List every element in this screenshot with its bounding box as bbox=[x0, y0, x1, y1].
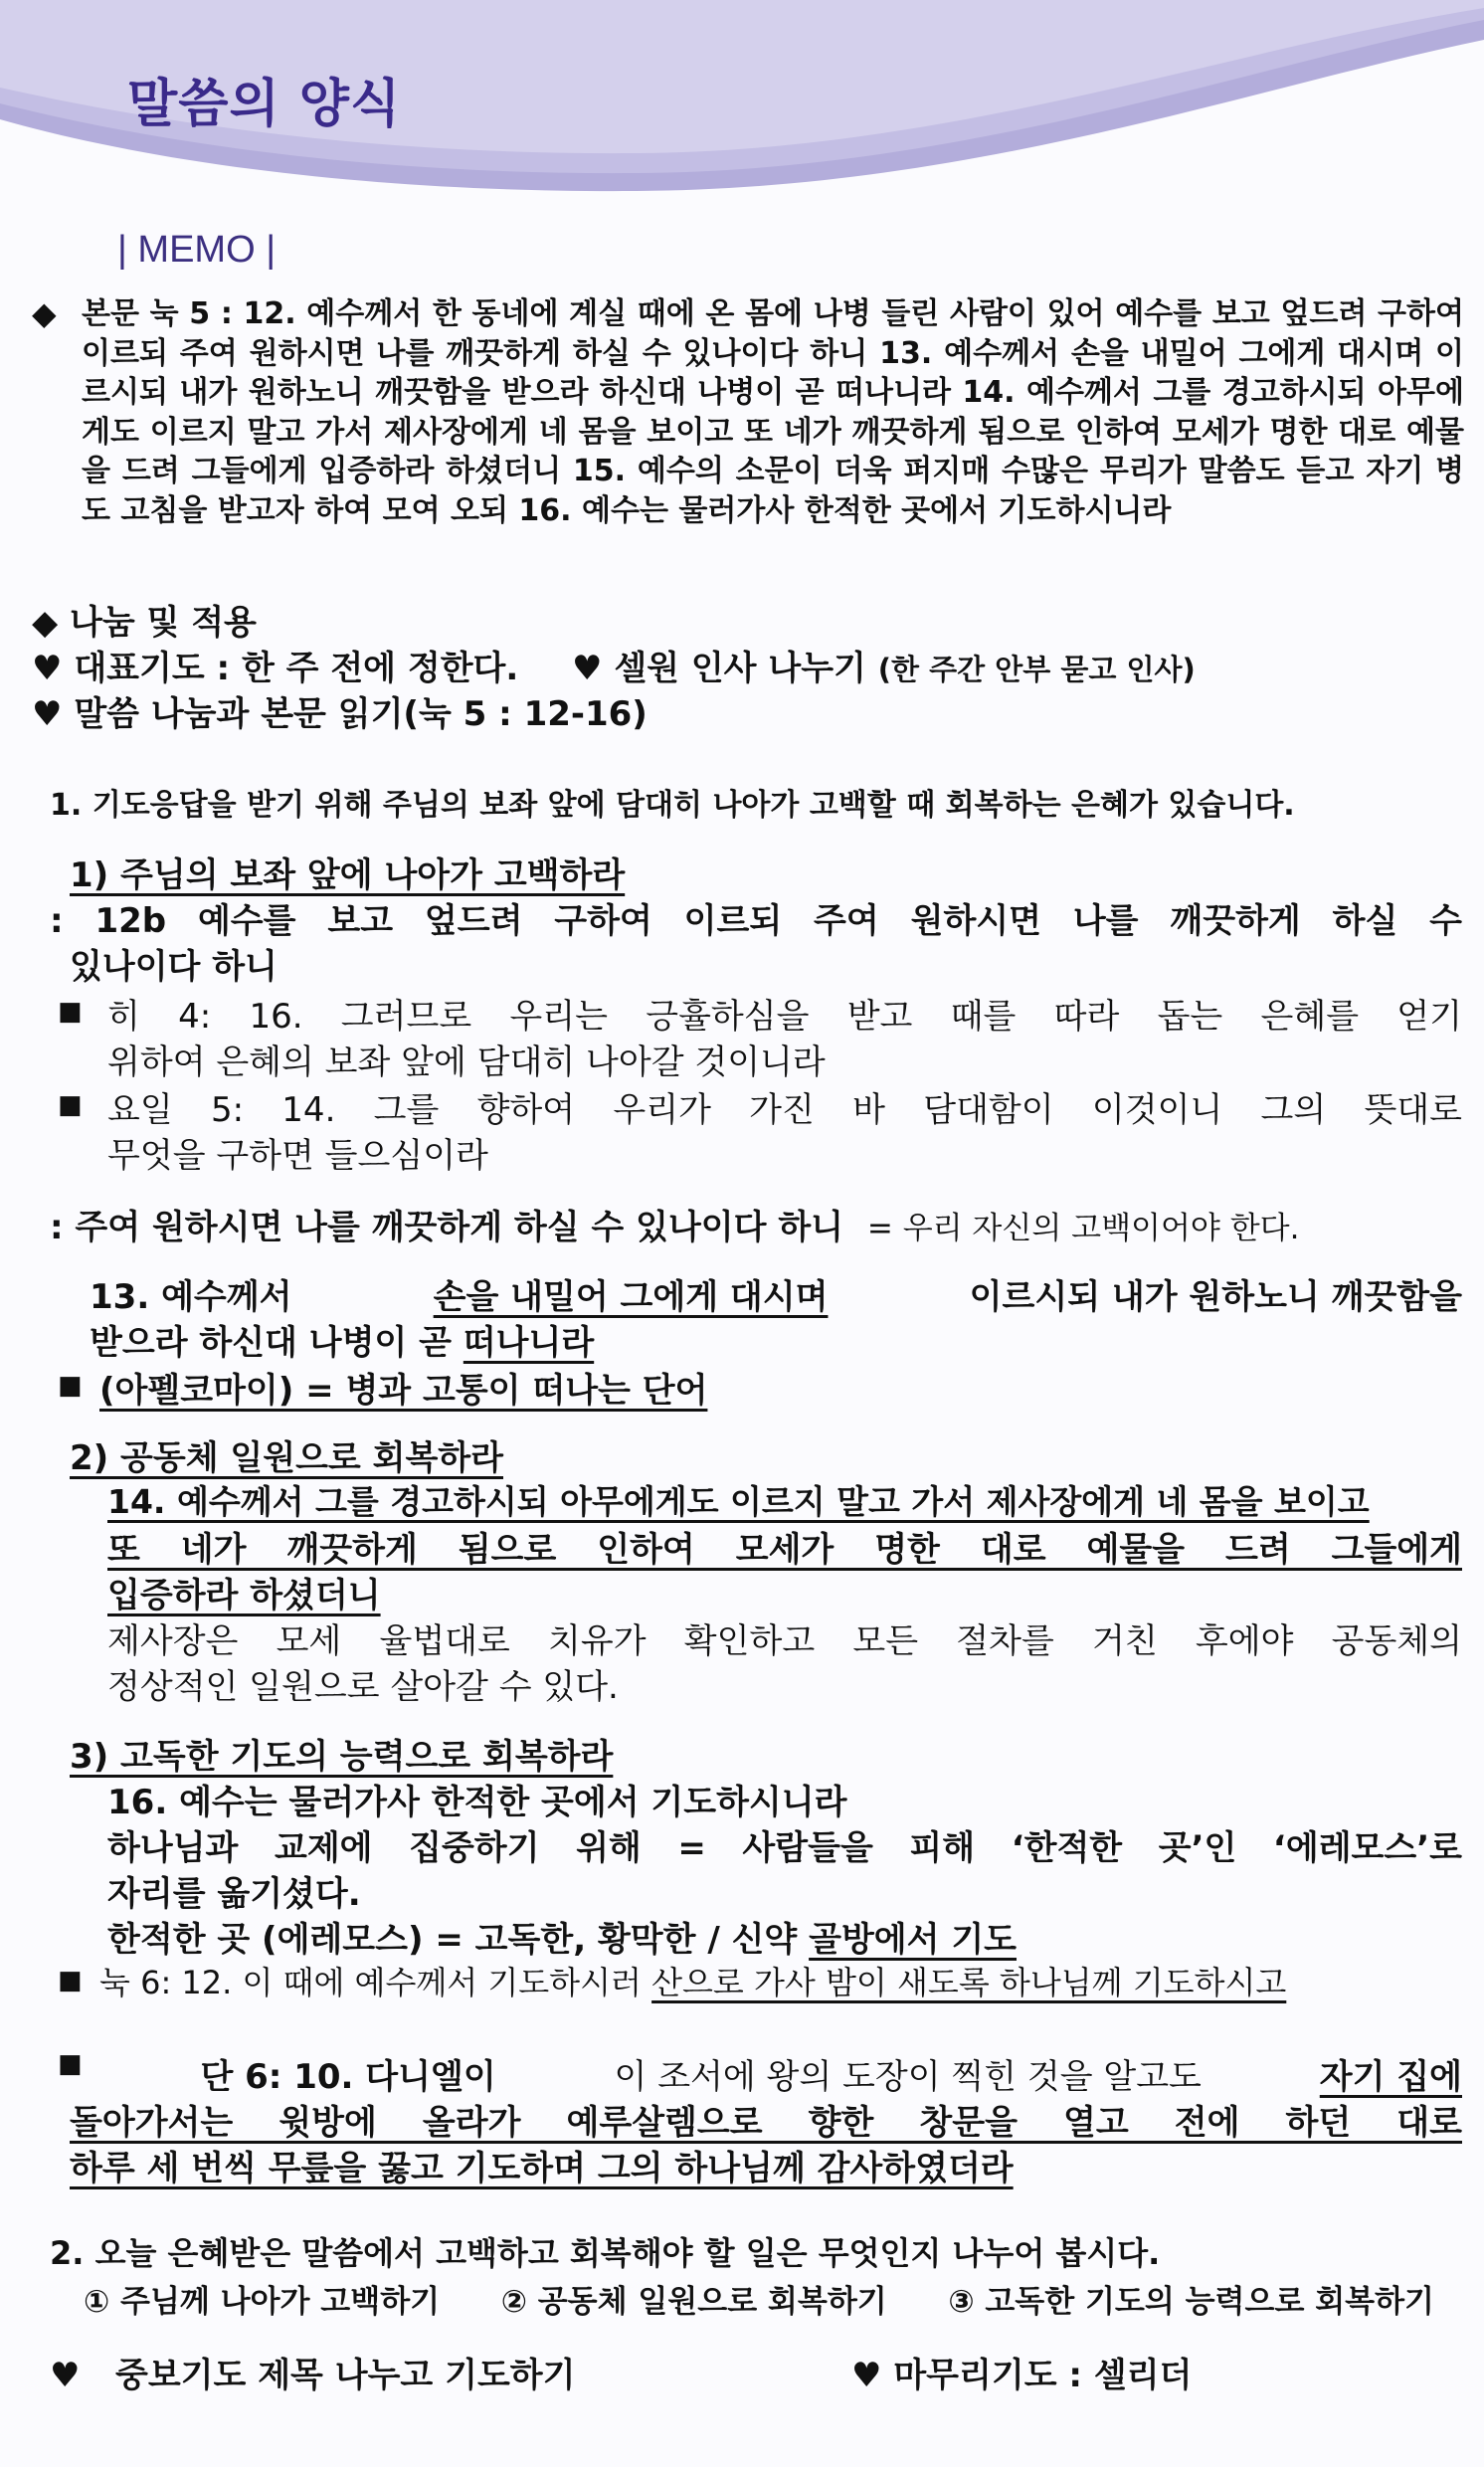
option-2: ② 공동체 일원으로 회복하기 bbox=[500, 2284, 887, 2320]
section-3-heading: 3) 고독한 기도의 능력으로 회복하라 bbox=[70, 1737, 614, 1777]
sharing-heading: ◆ 나눔 및 적용 bbox=[32, 603, 257, 643]
ref-luke-line bbox=[99, 1958, 1286, 2003]
verse-13-line-2-underlined: 떠나니라 bbox=[463, 1323, 595, 1363]
eremos-explanation-line-2: 자리를 옮기셨다. bbox=[107, 1874, 361, 1914]
square-bullet: ■ bbox=[58, 1090, 83, 1120]
verse-13-underlined: 손을 내밀어 그에게 대시며 bbox=[433, 1277, 829, 1317]
confession-line bbox=[50, 1200, 1299, 1248]
daniel-bold: 단 6: 10. 다니엘이 bbox=[200, 2057, 496, 2097]
verse-14-line-2: 또 네가 깨끗하게 됨으로 인하여 모세가 명한 대로 예물을 드려 그들에게 bbox=[107, 1530, 1462, 1570]
cell-greeting: ♥ 셀원 인사 나누기 bbox=[572, 649, 866, 688]
ref-hebrews-line-1: 히 4: 16. 그러므로 우리는 긍휼하심을 받고 때를 따라 돕는 은혜를 얻기 bbox=[107, 997, 1462, 1037]
daniel-bold-2: 자기 집에 bbox=[1319, 2057, 1462, 2097]
verse-14-line-1: 14. 예수께서 그를 경고하시되 아무에게도 이르지 말고 가서 제사장에게 네 몸을 보이고 bbox=[107, 1482, 1370, 1521]
daniel-line-1 bbox=[58, 2049, 1462, 2098]
representative-prayer: ♥ 대표기도 : 한 주 전에 정한다. bbox=[32, 649, 519, 688]
intro-text: 본문 눅 5 : 12. 예수께서 한 동네에 계실 때에 온 몸에 나병 들린 사람이 있어 예수를 보고 엎드려 구하여 이르되 주여 원하시면 나를 깨끗하게 하실 수 있나이다 하니 13. 예수께서 손을 내밀어 그에게 대시며 이르시되 내가 원하노니 깨끗함을 받으라 하신대 나병이 곧 떠나니라 14. 예수께서 그를 경고하시되 아무에게도 이르지 말고 가서 제사장에게 네 몸을 보이고 또 네가 깨끗하게 됨으로 인하여 모세가 명한 대로 예물을 드려 그들에게 입증하라 하셨더니 15. 예수의 소문이 더욱 퍼지매 수많은 무리가 말씀도 듣고 자기 병도 고침을 받고자 하여 모여 오되 16. 예수는 물러가사 한적한 곳에서 기도하시니라 bbox=[82, 296, 1464, 528]
square-bullet: ■ bbox=[58, 1966, 83, 1995]
eremos-explanation-line-1: 하나님과 교제에 집중하기 위해 = 사람들을 피해 ‘한적한 곳’인 ‘에레모스’로 bbox=[107, 1828, 1462, 1868]
daniel-normal: 이 조서에 왕의 도장이 찍힌 것을 알고도 bbox=[614, 2057, 1202, 2097]
question-2-options bbox=[84, 2276, 1434, 2321]
ref-hebrews-line-2: 위하여 은혜의 보좌 앞에 담대히 나아갈 것이니라 bbox=[107, 1043, 826, 1082]
ref-luke-underlined: 산으로 가사 밤이 새도록 하나님께 기도하시고 bbox=[651, 1964, 1287, 2001]
page-title: 말씀의 양식 bbox=[127, 75, 402, 134]
verse-14-line-3: 입증하라 하셨더니 bbox=[107, 1576, 381, 1615]
aphekomai-word: (아펠코마이) = 병과 고통이 떠나는 단어 bbox=[99, 1371, 708, 1411]
cell-greeting-note: (한 주간 안부 묻고 인사) bbox=[877, 653, 1196, 686]
option-1: ① 주님께 나아가 고백하기 bbox=[84, 2284, 441, 2320]
section-1-verse-line-1: : 12b 예수를 보고 엎드려 구하여 이르되 주여 원하시면 나를 깨끗하게 하실 수 bbox=[50, 901, 1462, 941]
ref-1john-line-2: 무엇을 구하면 들으심이라 bbox=[107, 1136, 488, 1176]
ref-1john-line-1: 요일 5: 14. 그를 향하여 우리가 가진 바 담대함이 이것이니 그의 뜻대로 bbox=[107, 1090, 1462, 1130]
lonely-place-underlined: 골방에서 기도 bbox=[809, 1920, 1018, 1960]
square-bullet: ■ bbox=[58, 1371, 83, 1401]
square-bullet: ■ bbox=[58, 997, 83, 1027]
section-1-heading: 1) 주님의 보좌 앞에 나아가 고백하라 bbox=[70, 855, 626, 895]
section-1-verse-line-2: 있나이다 하니 bbox=[70, 947, 278, 987]
verse-13-line-2-pre: 받으라 하신대 나병이 곧 bbox=[90, 1323, 452, 1363]
footer-intercession: ♥ 중보기도 제목 나누고 기도하기 bbox=[50, 2356, 576, 2395]
verse-13-line-2 bbox=[90, 1315, 594, 1364]
sharing-line-2: ♥ 말씀 나눔과 본문 읽기(눅 5 : 12-16) bbox=[32, 694, 648, 734]
memo-label: | MEMO | bbox=[117, 229, 277, 271]
lonely-place-pre: 한적한 곳 (에레모스) = 고독한, 황막한 / 신약 bbox=[107, 1920, 798, 1960]
priest-note-line-2: 정상적인 일원으로 살아갈 수 있다. bbox=[107, 1667, 619, 1707]
intro-bullet: ◆ bbox=[32, 294, 57, 332]
priest-note-line-1: 제사장은 모세 율법대로 치유가 확인하고 모든 절차를 거친 후에야 공동체의 bbox=[107, 1621, 1462, 1661]
sharing-line-1 bbox=[32, 641, 1196, 689]
question-2-title: 2. 오늘 은혜받은 말씀에서 고백하고 회복해야 할 일은 무엇인지 나누어 봅시다. bbox=[50, 2234, 1161, 2272]
daniel-line-2: 돌아가서는 윗방에 올라가 예루살렘으로 향한 창문을 열고 전에 하던 대로 bbox=[70, 2103, 1462, 2143]
verse-13-rest: 이르시되 내가 원하노니 깨끗함을 bbox=[969, 1277, 1462, 1317]
confession-bold: : 주여 원하시면 나를 깨끗하게 하실 수 있나이다 하니 bbox=[50, 1208, 844, 1247]
option-3: ③ 고독한 기도의 능력으로 회복하기 bbox=[948, 2284, 1434, 2320]
verse-13-line-1 bbox=[90, 1269, 1462, 1318]
ref-luke-pre: 눅 6: 12. 이 때에 예수께서 기도하시러 bbox=[99, 1964, 642, 2001]
section-2-heading: 2) 공동체 일원으로 회복하라 bbox=[70, 1438, 503, 1478]
verse-13-number: 13. 예수께서 bbox=[90, 1277, 292, 1317]
question-1-title: 1. 기도응답을 받기 위해 주님의 보좌 앞에 담대히 나아가 고백할 때 회복하는 은혜가 있습니다. bbox=[50, 788, 1295, 823]
square-bullet: ■ bbox=[58, 2049, 83, 2079]
footer-closing-prayer: ♥ 마무리기도 : 셀리더 bbox=[851, 2356, 1193, 2395]
verse-16: 16. 예수는 물러가사 한적한 곳에서 기도하시니라 bbox=[107, 1783, 847, 1822]
lonely-place-line bbox=[107, 1912, 1017, 1961]
confession-note: = 우리 자신의 고백이어야 한다. bbox=[866, 1211, 1300, 1246]
daniel-line-3: 하루 세 번씩 무릎을 꿇고 기도하며 그의 하나님께 감사하였더라 bbox=[70, 2149, 1014, 2188]
